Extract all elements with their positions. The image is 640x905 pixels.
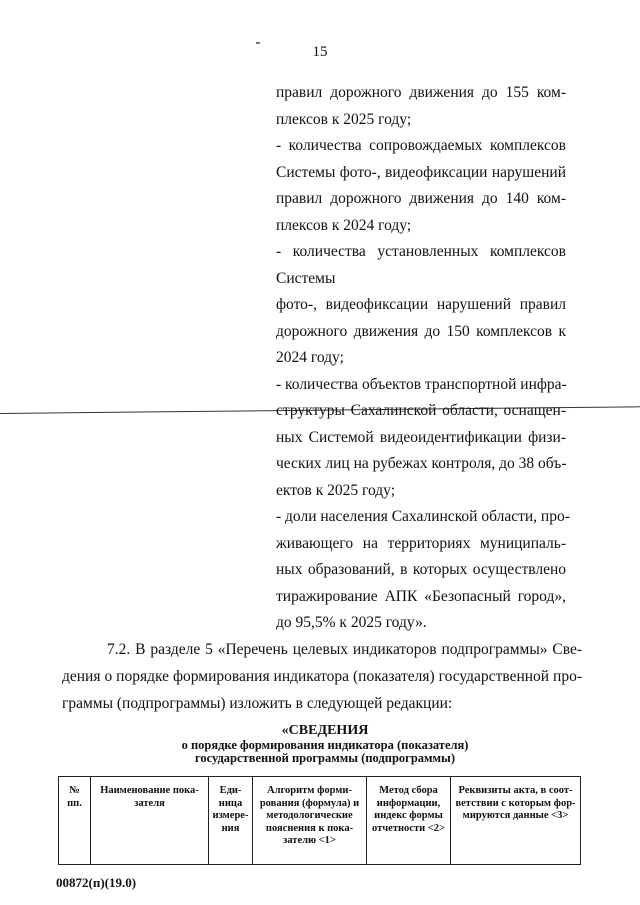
- column-line: - количества объектов транспортной инфра-: [276, 375, 567, 393]
- column-line: правил дорожного движения до 140 ком-: [276, 190, 566, 207]
- column-line: ческих лиц на рубежах контроля, до 38 объ-: [276, 455, 567, 472]
- document-code: 00872(п)(19.0): [56, 875, 137, 890]
- header-collection-method: Метод сбора информации, индекс формы отчетности <2>: [367, 777, 451, 865]
- scan-mark: [256, 42, 260, 44]
- column-line: фото-, видеофиксации нарушений правил: [276, 296, 566, 313]
- section-7-2-paragraph: [62, 636, 582, 717]
- table-title-heading: «СВЕДЕНИЯ: [281, 723, 369, 738]
- column-line: до 95,5% к 2025 году».: [276, 614, 427, 631]
- header-algorithm: Алгоритм форми- рования (формула) и методологические пояснения к пока- зателю <1>: [253, 777, 367, 865]
- column-line: плексов к 2025 году;: [276, 110, 412, 128]
- column-line: - доли населения Сахалинской области, про-: [276, 508, 570, 525]
- column-line: ектов к 2025 году;: [276, 481, 396, 499]
- indicator-info-table: [58, 776, 581, 865]
- column-line: - количества сопровождаемых комплексов: [276, 137, 566, 154]
- column-line: 2024 году;: [276, 349, 344, 366]
- page-number: 15: [312, 44, 328, 60]
- column-line: тиражирование АПК «Безопасный город»,: [276, 587, 566, 605]
- column-line: Системы: [276, 269, 336, 287]
- body-line: 7.2. В разделе 5 «Перечень целевых индикаторов подпрограммы» Све-: [107, 641, 582, 658]
- header-number: № пп.: [59, 777, 91, 865]
- column-line: плексов к 2024 году;: [276, 216, 412, 234]
- table-title-line: о порядке формирования индикатора (показателя): [181, 738, 469, 752]
- indicator-list-column: [276, 80, 570, 637]
- table-title: [150, 723, 500, 765]
- column-line: живающего на территориях муниципаль-: [276, 534, 566, 552]
- header-indicator-name: Наименование пока- зателя: [91, 777, 209, 865]
- column-line: Системы фото-, видеофиксации нарушений: [276, 163, 566, 181]
- column-line: ных Системой видеоидентификации физи-: [276, 428, 566, 446]
- header-unit: Еди- ница измере- ния: [209, 777, 253, 865]
- column-line: правил дорожного движения до 155 ком-: [276, 84, 566, 101]
- column-line: дорожного движения до 150 комплексов к: [276, 322, 566, 340]
- table-header-row: [59, 777, 581, 865]
- table-title-line: государственной программы (подпрограммы): [195, 751, 455, 765]
- body-line: дения о порядке формирования индикатора (показателя) государственной про-: [62, 668, 582, 685]
- column-line: ных образований, в которых осуществлено: [276, 561, 566, 578]
- column-line: - количества установленных комплексов: [276, 243, 566, 260]
- body-line: граммы (подпрограммы) изложить в следующей редакции:: [62, 695, 453, 712]
- column-line: структуры Сахалинской области, оснащен-: [276, 402, 566, 419]
- header-act-details: Реквизиты акта, в соот- ветствии с которым фор- мируются данные <3>: [451, 777, 581, 865]
